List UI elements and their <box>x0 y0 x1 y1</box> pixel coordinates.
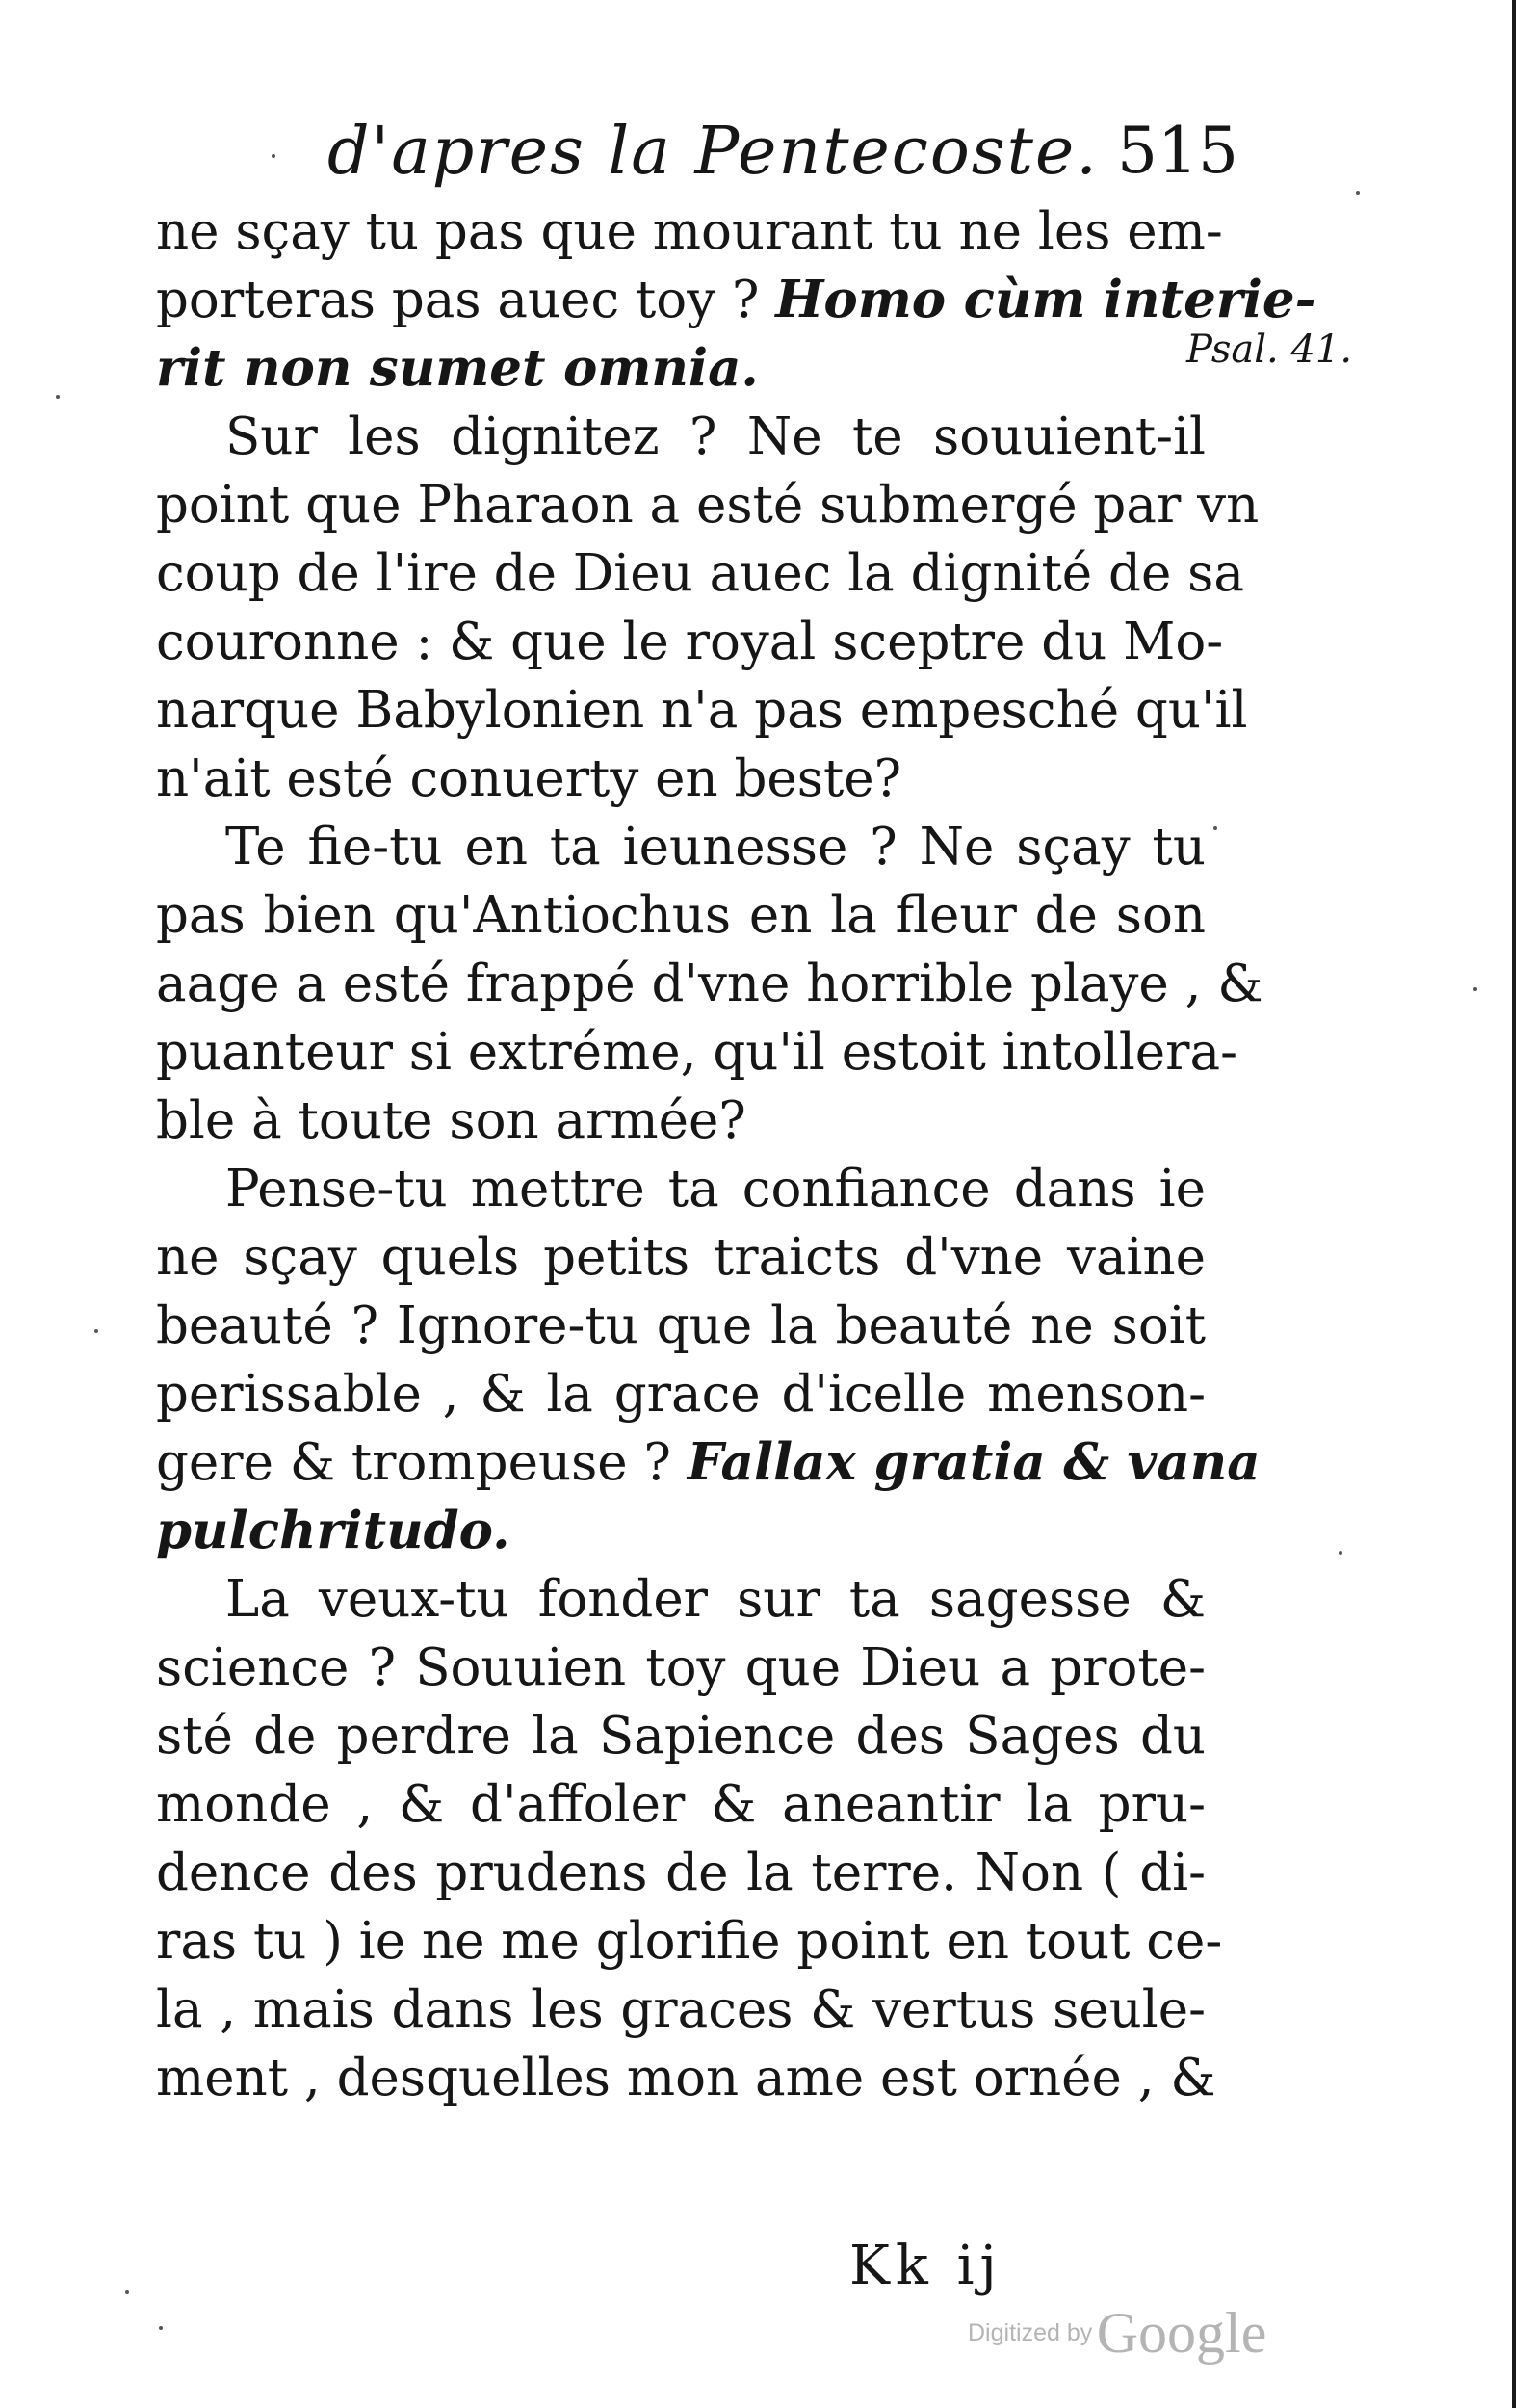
signature-mark: Kk ij <box>849 2235 1002 2297</box>
line-text: n'ait esté conuerty en beste? <box>156 749 902 808</box>
watermark-brand: Google <box>1096 2301 1267 2365</box>
line-text: porteras pas auec toy ? <box>156 271 776 329</box>
line-text: la , mais dans les graces & vertus seule- <box>156 1980 1206 2039</box>
line-text: monde , & d'affoler & aneantir la pru- <box>156 1775 1206 1834</box>
line-text: aage a esté frappé d'vne horrible playe , & <box>156 955 1263 1013</box>
text-line <box>156 471 1260 539</box>
line-text: couronne : & que le royal sceptre du Mo- <box>156 613 1224 671</box>
page-header <box>327 114 1290 210</box>
page-number: 515 <box>1117 114 1238 188</box>
text-line <box>156 539 1244 608</box>
text-line <box>156 881 1206 950</box>
line-text: ne sçay tu pas que mourant tu ne les em- <box>156 202 1223 261</box>
line-text: ras tu ) ie ne me glorifie point en tout ce- <box>156 1912 1223 1971</box>
scan-speck <box>1213 826 1217 830</box>
margin-note: Psal. 41. <box>1186 327 1353 372</box>
text-line <box>156 2044 1216 2112</box>
watermark-prefix: Digitized by <box>968 2319 1093 2346</box>
text-line <box>156 1018 1237 1086</box>
text-line <box>156 1770 1206 1839</box>
latin-quotation: Homo cùm interie- <box>775 270 1316 329</box>
line-text: sté de perdre la Sapience des Sages du <box>156 1707 1206 1766</box>
text-line <box>156 813 1206 881</box>
scan-speck <box>1339 1551 1342 1555</box>
line-text: narque Babylonien n'a pas empesché qu'il <box>156 681 1248 740</box>
line-text: gere & trompeuse ? <box>156 1433 688 1492</box>
text-line <box>156 1155 1206 1223</box>
text-line <box>156 1907 1223 1976</box>
line-text: pas bien qu'Antiochus en la fleur de son <box>156 886 1206 945</box>
text-line <box>156 608 1224 676</box>
running-title: d'apres la Pentecoste. <box>327 114 1099 190</box>
digitized-watermark <box>968 2300 1266 2367</box>
scan-speck <box>56 395 60 399</box>
scan-speck <box>125 2290 129 2294</box>
text-line <box>156 197 1223 266</box>
scan-speck <box>1473 987 1477 991</box>
text-line <box>156 1702 1206 1770</box>
scan-speck <box>159 2326 163 2330</box>
scan-speck <box>1356 191 1360 195</box>
line-text: point que Pharaon a esté submergé par vn <box>156 476 1260 535</box>
text-line <box>156 676 1248 745</box>
text-line <box>156 1292 1206 1360</box>
line-text: ne sçay quels petits traicts d'vne vaine <box>156 1228 1206 1287</box>
line-text: ment , desquelles mon ame est ornée , & <box>156 2049 1216 2107</box>
line-text: Te fie-tu en ta ieunesse ? Ne sçay tu <box>225 818 1206 877</box>
text-line <box>156 745 1206 813</box>
line-text: puanteur si extréme, qu'il estoit intollera- <box>156 1023 1237 1082</box>
text-line <box>156 1839 1206 1907</box>
text-line <box>156 1565 1206 1634</box>
latin-quotation: rit non sumet omnia. <box>156 338 759 398</box>
line-text: Pense-tu mettre ta confiance dans ie <box>225 1160 1206 1218</box>
text-line <box>156 1497 1206 1565</box>
text-line <box>156 1976 1206 2044</box>
text-line <box>156 334 1206 403</box>
text-line <box>156 403 1206 471</box>
page-edge-rule <box>1512 0 1516 2408</box>
line-text: ble à toute son armée? <box>156 1091 746 1150</box>
line-text: beauté ? Ignore-tu que la beauté ne soit <box>156 1296 1206 1355</box>
text-line <box>156 1223 1206 1292</box>
latin-quotation: pulchritudo. <box>156 1501 510 1560</box>
text-line <box>156 1360 1206 1428</box>
line-text: dence des prudens de la terre. Non ( di- <box>156 1844 1206 1902</box>
line-text: perissable , & la grace d'icelle menson- <box>156 1365 1206 1424</box>
line-text: Sur les dignitez ? Ne te souuient-il <box>225 407 1206 466</box>
text-line <box>156 1634 1206 1702</box>
scan-speck <box>94 1329 98 1333</box>
latin-quotation: Fallax gratia & vana <box>687 1432 1261 1492</box>
text-line <box>156 1086 1206 1155</box>
line-text: La veux-tu fonder sur ta sagesse & <box>225 1570 1206 1629</box>
text-line <box>156 1428 1261 1497</box>
scan-speck <box>272 154 275 158</box>
line-text: science ? Souuien toy que Dieu a prote- <box>156 1638 1206 1697</box>
text-line <box>156 950 1263 1018</box>
text-line <box>156 266 1316 334</box>
line-text: coup de l'ire de Dieu auec la dignité de sa <box>156 544 1244 603</box>
